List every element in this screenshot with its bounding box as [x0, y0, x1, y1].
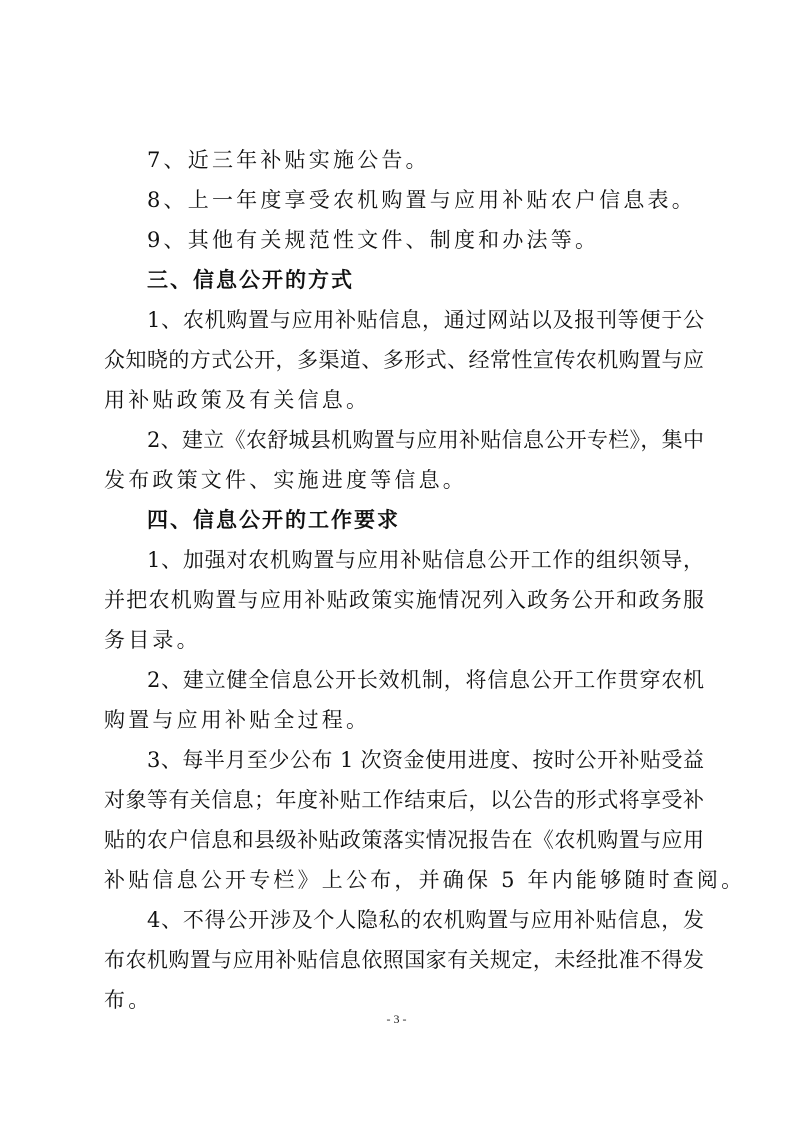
- list-item-8: 8、上一年度享受农机购置与应用补贴农户信息表。: [147, 188, 696, 212]
- paragraph-line: 2、建立《农舒城县机购置与应用补贴信息公开专栏》，集中: [147, 428, 704, 452]
- paragraph-line: 3、每半月至少公布 1 次资金使用进度、按时公开补贴受益: [147, 748, 704, 772]
- paragraph-line: 贴的农户信息和县级补贴政策落实情况报告在《农机购置与应用: [104, 828, 704, 852]
- paragraph-line: 布农机购置与应用补贴信息依照国家有关规定，未经批准不得发: [104, 948, 704, 972]
- paragraph-line: 对象等有关信息；年度补贴工作结束后，以公告的形式将享受补: [104, 788, 704, 812]
- section-heading-4: 四、信息公开的工作要求: [147, 508, 400, 532]
- paragraph-line: 并把农机购置与应用补贴政策实施情况列入政务公开和政务服: [104, 588, 704, 612]
- paragraph-line: 众知晓的方式公开，多渠道、多形式、经常性宣传农机购置与应: [104, 348, 704, 372]
- paragraph-line: 购置与应用补贴全过程。: [104, 708, 371, 732]
- page-number: - 3 -: [386, 1012, 407, 1026]
- paragraph-line: 务目录。: [104, 628, 201, 652]
- paragraph-line: 1、农机购置与应用补贴信息，通过网站以及报刊等便于公: [147, 308, 704, 332]
- list-item-7: 7、近三年补贴实施公告。: [147, 148, 430, 172]
- paragraph-line: 4、不得公开涉及个人隐私的农机购置与应用补贴信息，发: [147, 908, 704, 932]
- document-body: [104, 140, 746, 1020]
- paragraph-line: 1、加强对农机购置与应用补贴信息公开工作的组织领导，: [147, 548, 704, 572]
- paragraph-line: 2、建立健全信息公开长效机制，将信息公开工作贯穿农机: [147, 668, 704, 692]
- paragraph-line: 用补贴政策及有关信息。: [104, 388, 371, 412]
- paragraph-line: 补贴信息公开专栏》上公布，并确保 5 年内能够随时查阅。: [104, 868, 746, 892]
- section-heading-3: 三、信息公开的方式: [147, 268, 354, 292]
- paragraph-line: 布。: [104, 988, 153, 1012]
- list-item-9: 9、其他有关规范性文件、制度和办法等。: [147, 228, 600, 252]
- paragraph-line: 发布政策文件、实施进度等信息。: [104, 468, 467, 492]
